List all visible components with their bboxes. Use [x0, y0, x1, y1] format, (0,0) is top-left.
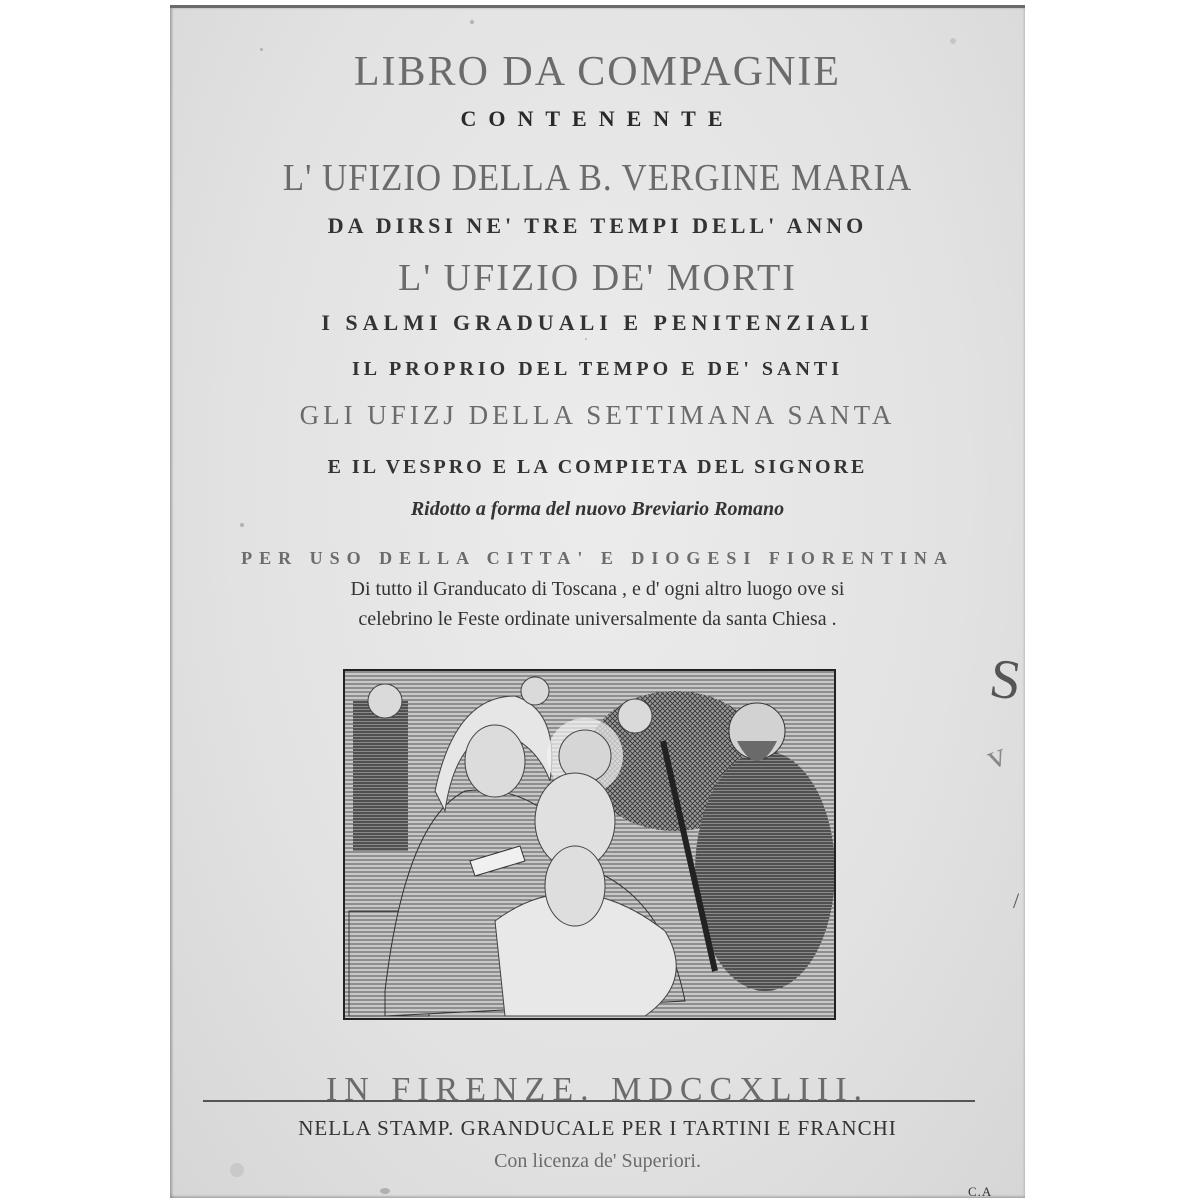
usage-detail-2: celebrino le Feste ordinate universalmente da santa Chiesa .: [358, 608, 837, 630]
handwritten-mark-s: S: [985, 647, 1026, 713]
contents-line-1: L' UFIZIO DELLA B. VERGINE MARIA: [282, 157, 913, 199]
imprint-place-date: IN FIRENZE. MDCCXLIII.: [325, 1071, 870, 1108]
contents-line-5: IL PROPRIO DEL TEMPO E DE' SANTI: [351, 358, 844, 380]
book-title: LIBRO DA COMPAGNIE: [353, 49, 842, 95]
imprint-rule: [203, 1100, 975, 1102]
engraving-illustration: [343, 669, 836, 1020]
handwritten-mark-v: v: [982, 736, 1011, 777]
archive-stamp: C.A: [968, 1184, 993, 1199]
title-page-photo: [170, 5, 1025, 1198]
imprint-printer: NELLA STAMP. GRANDUCALE PER I TARTINI E FRANCHI: [298, 1116, 897, 1140]
contents-line-7: E IL VESPRO E LA COMPIETA DEL SIGNORE: [327, 456, 868, 478]
reduction-note: Ridotto a forma del nuovo Breviario Romano: [410, 498, 785, 520]
contenente-label: CONTENENTE: [460, 106, 735, 131]
contents-line-4: I SALMI GRADUALI E PENITENZIALI: [321, 310, 874, 335]
contents-line-2: DA DIRSI NE' TRE TEMPI DELL' ANNO: [327, 213, 868, 238]
handwritten-mark-dash: /: [1013, 888, 1020, 913]
usage-detail-1: Di tutto il Granducato di Toscana , e d' ogni altro luogo ove si: [350, 578, 845, 600]
contents-line-6: GLI UFIZJ DELLA SETTIMANA SANTA: [299, 400, 896, 430]
contents-line-3: L' UFIZIO DE' MORTI: [398, 257, 797, 299]
imprint-license: Con licenza de' Superiori.: [494, 1150, 701, 1172]
usage-line: PER USO DELLA CITTA' E DIOGESI FIORENTINA: [241, 548, 954, 568]
